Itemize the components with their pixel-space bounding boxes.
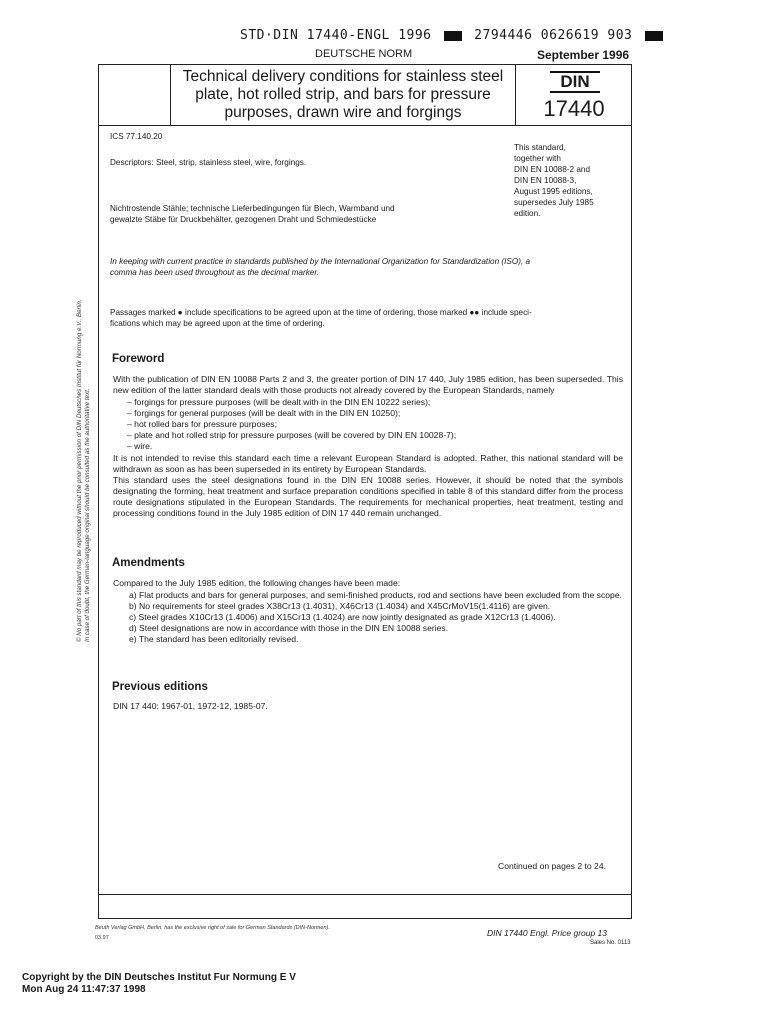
barcode-block-icon bbox=[444, 31, 462, 41]
supersedes-line: edition. bbox=[514, 209, 541, 218]
publisher-line: Beuth Verlag GmbH, Berlin, has the exclusive right of sale for German Standards (DIN-Normen). bbox=[95, 925, 330, 931]
din-standard-number: 17440 bbox=[543, 96, 605, 121]
german-title bbox=[110, 203, 510, 225]
foreword-paragraph: It is not intended to revise this standard each time a relevant European Standard is adopted. Rather, this national standard will be withdrawn as soon as has been superseded in its entirety by European Standards. bbox=[113, 453, 623, 474]
german-title-line: gewalzte Stäbe für Druckbehälter, gezogenen Draht und Schmiedestücke bbox=[110, 215, 377, 224]
title-line: Technical delivery conditions for stainless steel bbox=[182, 68, 504, 85]
side-note-line: © No part of this standard may be reproduced without the prior permission of DIN Deutsches Institut für Normung e.V., Berlin. bbox=[76, 299, 83, 642]
foreword-body bbox=[113, 374, 623, 519]
passages-note bbox=[110, 307, 625, 329]
supersedes-line: August 1995 editions, bbox=[514, 187, 593, 196]
previous-editions-text: DIN 17 440: 1967-01, 1972-12, 1985-07. bbox=[113, 701, 268, 711]
supersedes-note bbox=[514, 142, 626, 219]
german-title-line: Nichtrostende Stähle; technische Lieferbedingungen für Blech, Warmband und bbox=[110, 204, 395, 213]
list-item: – forgings for pressure purposes (will be dealt with in the DIN EN 10222 series); bbox=[127, 397, 623, 408]
document-code-left: STD·DIN 17440-ENGL 1996 bbox=[240, 28, 432, 43]
title-line: purposes, drawn wire and forgings bbox=[224, 104, 462, 121]
list-item: d) Steel designations are now in accordance with those in the DIN EN 10088 series. bbox=[129, 623, 449, 633]
din-logo: DIN bbox=[550, 71, 600, 93]
supersedes-line: DIN EN 10088-2 and bbox=[514, 165, 591, 174]
passages-line: Passages marked ● include specifications to be agreed upon at the time of ordering, those marked ●● include speci- bbox=[110, 308, 532, 317]
supersedes-line: DIN EN 10088-3, bbox=[514, 176, 577, 185]
frame-bottom-strip bbox=[98, 894, 632, 919]
side-note-line: In case of doubt, the German-language original should be consulted as the authoritative text. bbox=[84, 388, 91, 642]
document-code-header bbox=[240, 28, 667, 43]
supersedes-line: together with bbox=[514, 154, 561, 163]
list-item: c) Steel grades X10Cr13 (1.4006) and X15Cr13 (1.4024) are now jointly designated as grade X12Cr13 (1.4006). bbox=[129, 612, 556, 622]
document-title bbox=[171, 68, 515, 122]
list-item: – hot rolled bars for pressure purposes; bbox=[127, 419, 623, 430]
title-left-cell bbox=[98, 64, 171, 126]
publisher-code: 03.97 bbox=[95, 935, 109, 941]
supersedes-line: supersedes July 1985 bbox=[514, 198, 594, 207]
list-item: – wire. bbox=[127, 441, 623, 452]
list-item: – forgings for general purposes (will be dealt with in the DIN EN 10250); bbox=[127, 408, 623, 419]
descriptors: Descriptors: Steel, strip, stainless steel, wire, forgings. bbox=[110, 158, 307, 167]
list-item: – plate and hot rolled strip for pressure purposes (will be covered by DIN EN 10028-7); bbox=[127, 430, 623, 441]
issue-date: September 1996 bbox=[537, 48, 630, 62]
title-line: plate, hot rolled strip, and bars for pressure bbox=[195, 86, 491, 103]
doc-reference: DIN 17440 Engl. Price group 13 bbox=[487, 928, 608, 938]
iso-note-line: comma has been used throughout as the decimal marker. bbox=[110, 268, 320, 277]
amendments-heading: Amendments bbox=[112, 557, 185, 569]
copyright-line: Mon Aug 24 11:47:37 1998 bbox=[22, 984, 146, 995]
sales-number: Sales No. 0113 bbox=[590, 940, 631, 946]
deutsche-norm-label: DEUTSCHE NORM bbox=[315, 48, 413, 60]
iso-note-line: In keeping with current practice in standards published by the International Organization for Standardization (ISO), a bbox=[110, 257, 531, 266]
list-item: a) Flat products and bars for general purposes, and semi-finished products, rod and sections have been excluded from the scope. bbox=[129, 590, 622, 600]
amendments-body bbox=[113, 578, 623, 645]
continued-note: Continued on pages 2 to 24. bbox=[498, 861, 606, 871]
amendments-list bbox=[129, 590, 623, 645]
foreword-paragraph: This standard uses the steel designations found in the DIN EN 10088 series. However, it should be noted that the symbols designating the forming, heat treatment and surface preparation conditions specified in table 8 of this standard differ from the process route designations stipulated in the European Standards. The requirements for mechanical properties, heat treatment, testing and processing conditions found in the July 1985 edition of DIN 17 440 remain unchanged. bbox=[113, 475, 623, 518]
amendments-intro: Compared to the July 1985 edition, the following changes have been made: bbox=[113, 578, 401, 588]
copyright-stamp bbox=[22, 972, 296, 996]
ics-code: ICS 77.140.20 bbox=[110, 132, 163, 141]
barcode-block-icon bbox=[645, 31, 663, 41]
foreword-paragraph: With the publication of DIN EN 10088 Parts 2 and 3, the greater portion of DIN 17 440, July 1985 edition, has been superseded. This new edition of the latter standard deals with those products not already covered by the European Standards, namely bbox=[113, 374, 623, 395]
copyright-line: Copyright by the DIN Deutsches Institut Fur Normung E V bbox=[22, 972, 296, 983]
list-item: b) No requirements for steel grades X38Cr13 (1.4031), X46Cr13 (1.4034) and X45CrMoV15(1.4116) are given. bbox=[129, 601, 551, 611]
document-code-right: 2794446 0626619 903 bbox=[474, 28, 633, 43]
list-item: e) The standard has been editorially revised. bbox=[129, 634, 299, 644]
iso-decimal-note bbox=[110, 256, 625, 278]
previous-editions-heading: Previous editions bbox=[112, 681, 208, 693]
supersedes-line: This standard, bbox=[514, 143, 566, 152]
passages-line: fications which may be agreed upon at the time of ordering. bbox=[110, 319, 325, 328]
side-copyright-note bbox=[76, 242, 106, 642]
foreword-heading: Foreword bbox=[112, 353, 165, 365]
foreword-list bbox=[127, 397, 623, 452]
